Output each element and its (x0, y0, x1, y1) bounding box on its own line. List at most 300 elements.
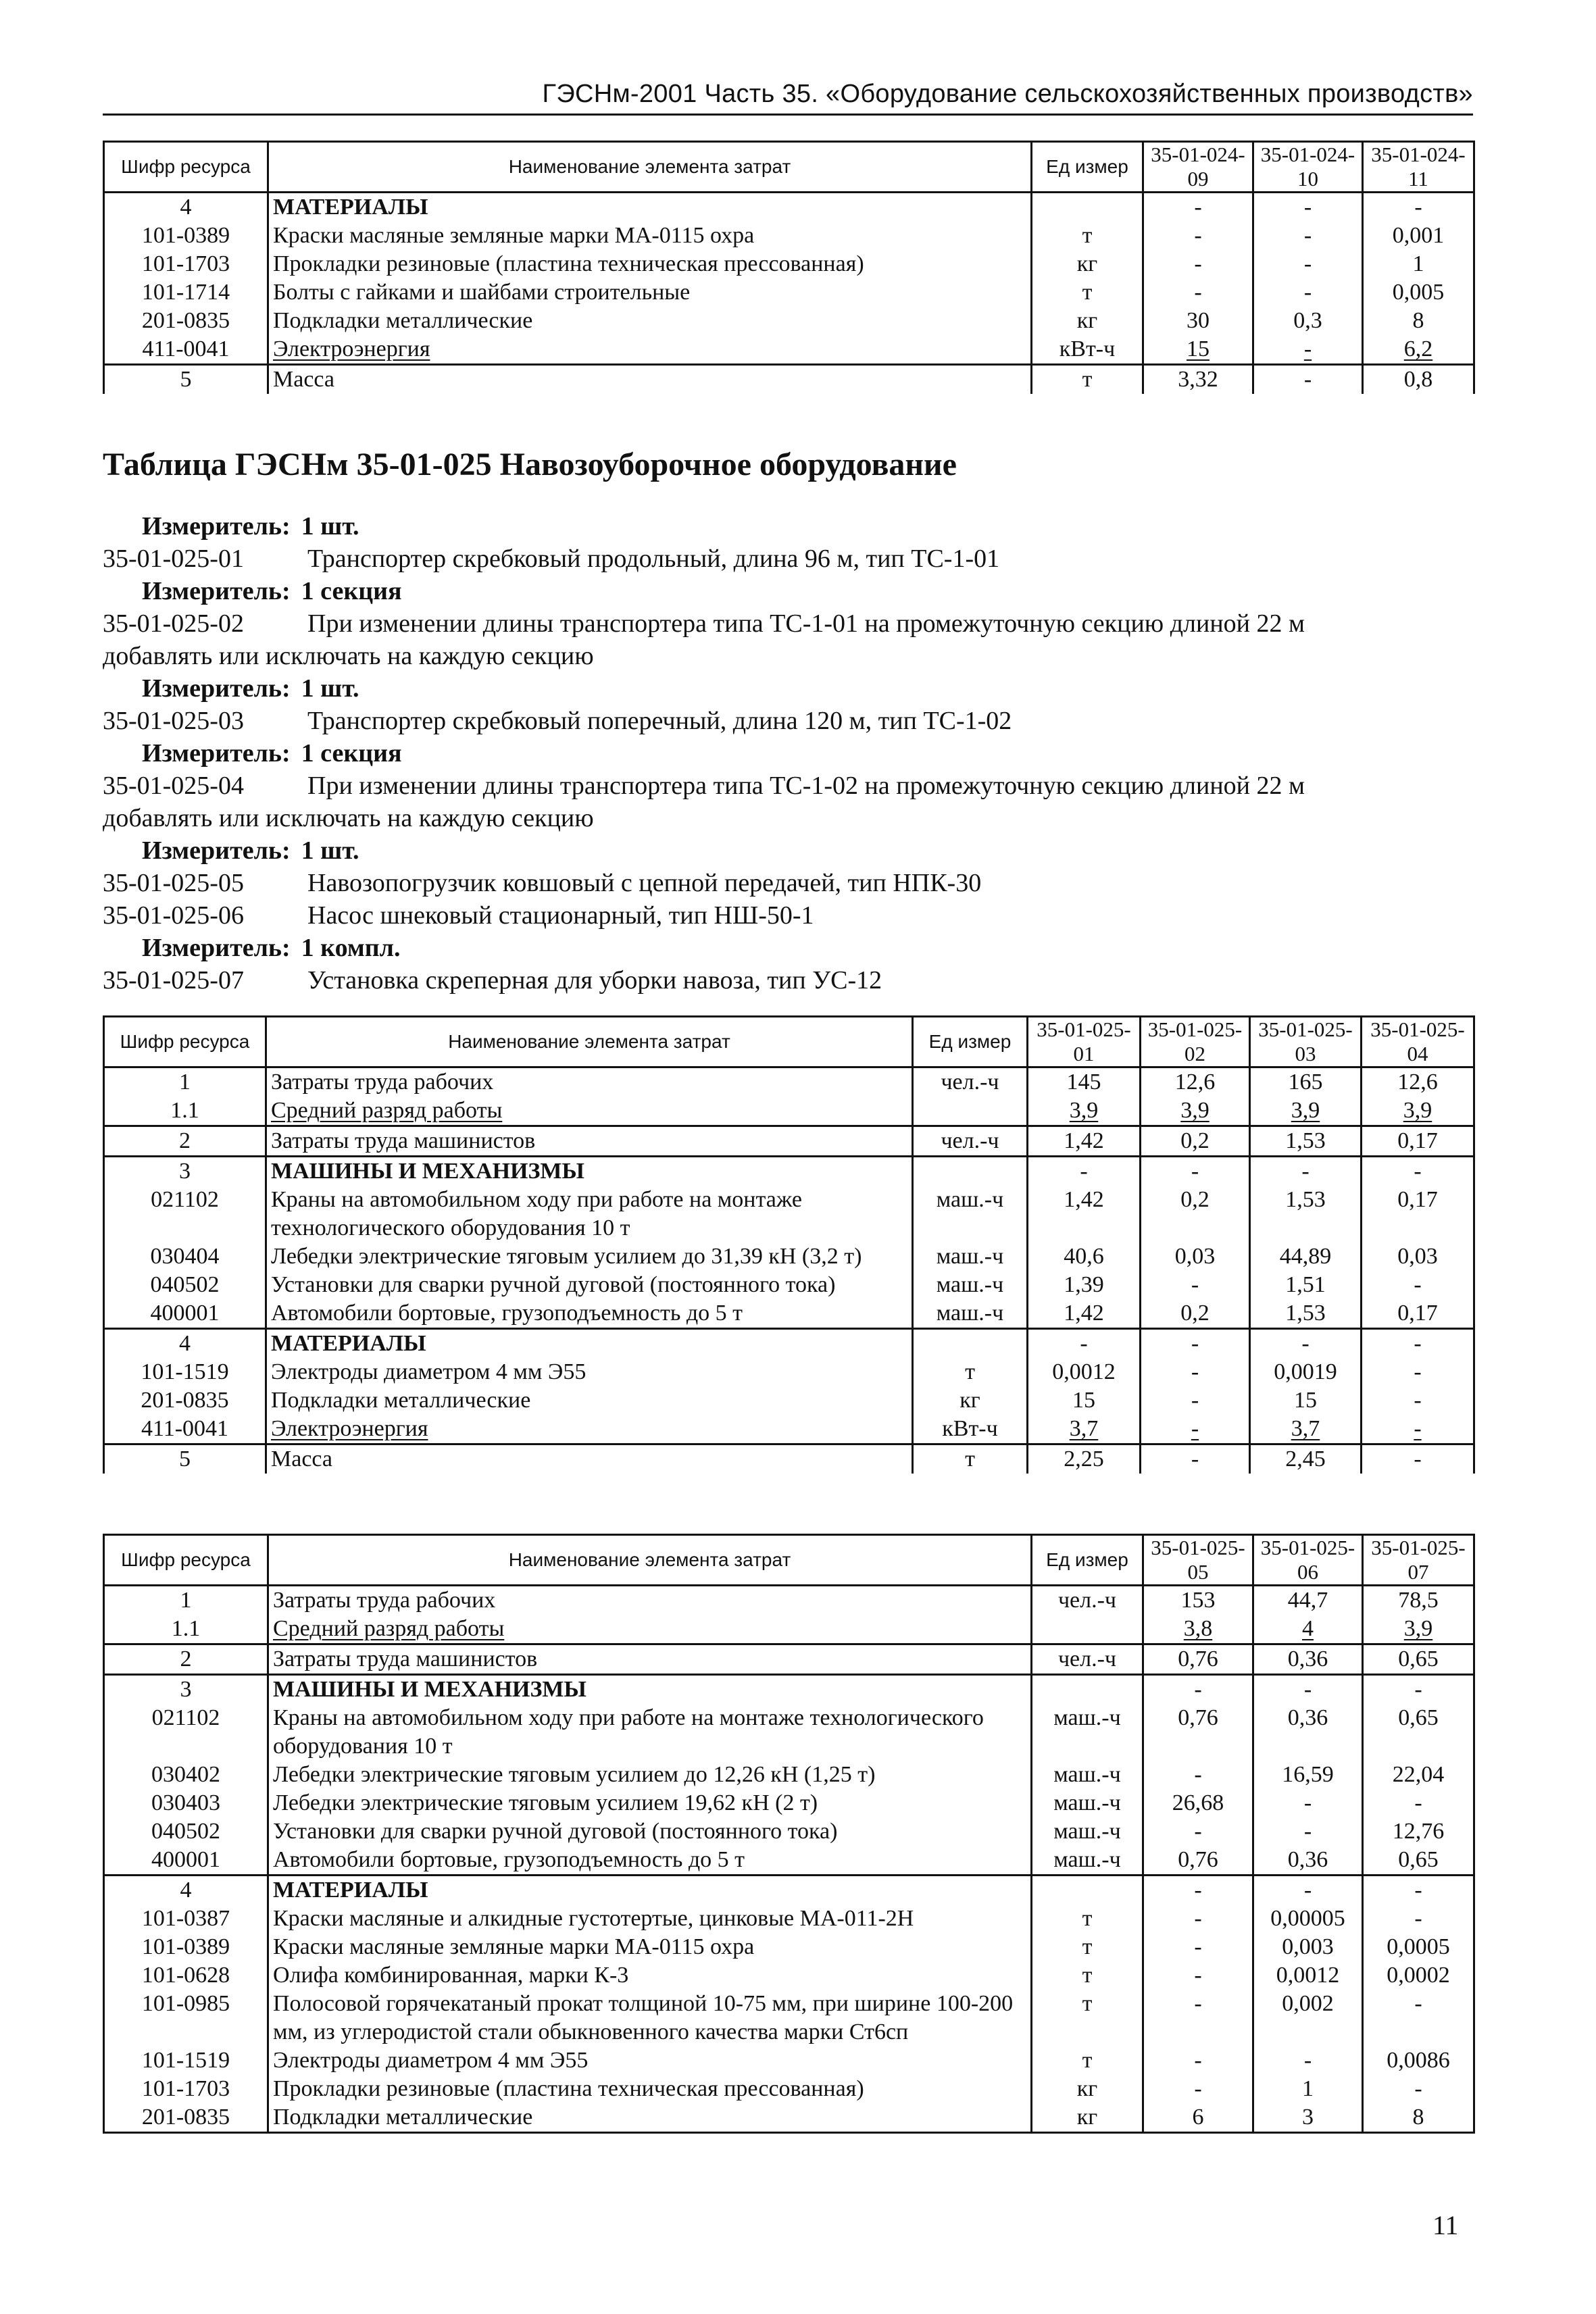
norm-value: - (1028, 1329, 1141, 1359)
table-row (104, 1675, 1474, 1705)
norm-value: - (1141, 1329, 1250, 1359)
norm-value: 0,0019 (1250, 1358, 1362, 1386)
cost-element-name: Электроэнергия (266, 1415, 913, 1444)
norm-value: - (1363, 1905, 1474, 1933)
table-row (104, 365, 1474, 395)
resource-table-025-05-07 (103, 1534, 1475, 2134)
norm-value: 6 (1143, 2103, 1253, 2133)
norm-value: - (1143, 2046, 1253, 2075)
norm-value: - (1143, 250, 1253, 278)
table-row (104, 1761, 1474, 1789)
norm-value: 0,003 (1253, 1933, 1363, 1961)
norm-value: - (1362, 1157, 1474, 1186)
norm-value: - (1141, 1157, 1250, 1186)
col-header-norm-code: 35-01-025-04 (1362, 1017, 1474, 1067)
norm-value: - (1143, 2075, 1253, 2103)
measurement-value: 1 компл. (301, 934, 401, 962)
col-header-norm-code: 35-01-024-11 (1363, 142, 1474, 193)
resource-code: 101-0389 (104, 222, 268, 250)
table-row (104, 1876, 1474, 1905)
measurement-label: Измеритель: (142, 674, 291, 703)
table-row (104, 1444, 1474, 1474)
unit: т (1032, 222, 1143, 250)
norm-value: 0,17 (1362, 1186, 1474, 1242)
col-header-code: Шифр ресурса (104, 1535, 268, 1586)
norm-value: 3,8 (1143, 1615, 1253, 1644)
norm-value: 145 (1028, 1067, 1141, 1097)
col-header-norm-code: 35-01-025-03 (1250, 1017, 1362, 1067)
unit (913, 1097, 1028, 1126)
norm-value: 40,6 (1028, 1242, 1141, 1271)
table-row (104, 1905, 1474, 1933)
norm-value: 0,03 (1362, 1242, 1474, 1271)
resource-code: 101-1519 (104, 1358, 266, 1386)
norm-item (103, 964, 1474, 997)
col-header-name: Наименование элемента затрат (266, 1017, 913, 1067)
norm-value: 1,53 (1250, 1186, 1362, 1242)
resource-code: 101-0387 (104, 1905, 268, 1933)
resource-code: 3 (104, 1157, 266, 1186)
unit (913, 1157, 1028, 1186)
cost-element-name: Краски масляные земляные марки МА-0115 охра (268, 222, 1032, 250)
norm-code: 35-01-025-06 (103, 901, 244, 930)
header-row (104, 1017, 1474, 1067)
unit: чел.-ч (1032, 1586, 1143, 1615)
norm-value: - (1253, 250, 1363, 278)
measurement-unit (103, 737, 1474, 770)
table-row (104, 1415, 1474, 1444)
cost-element-name: Подкладки металлические (268, 307, 1032, 335)
norm-value: 1,53 (1250, 1126, 1362, 1157)
measurement-unit (103, 575, 1474, 607)
unit: т (1032, 2046, 1143, 2075)
norm-value: - (1253, 365, 1363, 395)
unit: кг (1032, 250, 1143, 278)
table-row (104, 1789, 1474, 1817)
unit: маш.-ч (1032, 1846, 1143, 1876)
norm-value: 0,00005 (1253, 1905, 1363, 1933)
measurement-value: 1 секция (301, 739, 402, 768)
col-header-unit: Ед измер (1032, 1535, 1143, 1586)
norm-value: 3,9 (1028, 1097, 1141, 1126)
unit: т (1032, 1933, 1143, 1961)
norm-value: - (1362, 1386, 1474, 1415)
resource-code: 2 (104, 1126, 266, 1157)
norm-value: 0,65 (1363, 1846, 1474, 1876)
resource-code: 1.1 (104, 1615, 268, 1644)
norm-value: 15 (1143, 335, 1253, 365)
table-row (104, 1186, 1474, 1242)
norm-value: - (1253, 1675, 1363, 1705)
table-row (104, 335, 1474, 365)
norm-value: 0,8 (1363, 365, 1474, 395)
norm-value: 0,76 (1143, 1846, 1253, 1876)
cost-element-name: Краны на автомобильном ходу при работе на монтаже технологического оборудования 10 т (268, 1704, 1032, 1761)
cost-element-name: Электроды диаметром 4 мм Э55 (268, 2046, 1032, 2075)
cost-element-name: МАТЕРИАЛЫ (268, 193, 1032, 222)
norm-value: 0,2 (1141, 1126, 1250, 1157)
norm-value: - (1362, 1444, 1474, 1474)
col-header-norm-code: 35-01-025-07 (1363, 1535, 1474, 1586)
resource-code: 201-0835 (104, 1386, 266, 1415)
cost-element-name: МАТЕРИАЛЫ (268, 1876, 1032, 1905)
norm-value: 0,002 (1253, 1990, 1363, 2046)
norm-value: 0,0012 (1253, 1961, 1363, 1990)
resource-code: 400001 (104, 1846, 268, 1876)
norm-value: 3,32 (1143, 365, 1253, 395)
cost-element-name: МАШИНЫ И МЕХАНИЗМЫ (266, 1157, 913, 1186)
measurement-label: Измеритель: (142, 577, 291, 605)
unit: т (913, 1444, 1028, 1474)
cost-element-name: Электроэнергия (268, 335, 1032, 365)
norm-value: 3,9 (1141, 1097, 1250, 1126)
norm-value: 0,0012 (1028, 1358, 1141, 1386)
measurement-list (103, 510, 1474, 997)
norm-item (103, 543, 1474, 575)
norm-value: - (1363, 1675, 1474, 1705)
table-row (104, 222, 1474, 250)
resource-code: 411-0041 (104, 1415, 266, 1444)
norm-code: 35-01-025-01 (103, 545, 244, 573)
norm-value: 153 (1143, 1586, 1253, 1615)
resource-code: 101-1703 (104, 2075, 268, 2103)
cost-element-name: Электроды диаметром 4 мм Э55 (266, 1358, 913, 1386)
norm-value: - (1141, 1386, 1250, 1415)
norm-description: Навозопогрузчик ковшовый с цепной передачей, тип НПК-30 (307, 869, 982, 897)
norm-code: 35-01-025-07 (103, 966, 244, 995)
norm-value: 0,17 (1362, 1299, 1474, 1329)
norm-value: - (1253, 2046, 1363, 2075)
unit (1032, 1615, 1143, 1644)
unit: кВт-ч (913, 1415, 1028, 1444)
resource-code: 2 (104, 1644, 268, 1675)
norm-value: - (1363, 2075, 1474, 2103)
cost-element-name: Масса (266, 1444, 913, 1474)
norm-value: 1,42 (1028, 1186, 1141, 1242)
norm-value: 44,7 (1253, 1586, 1363, 1615)
norm-code: 35-01-025-03 (103, 707, 244, 735)
resource-code: 040502 (104, 1817, 268, 1846)
resource-code: 3 (104, 1675, 268, 1705)
norm-value: 3,7 (1250, 1415, 1362, 1444)
unit: маш.-ч (1032, 1704, 1143, 1761)
table-row (104, 1704, 1474, 1761)
resource-code: 5 (104, 365, 268, 395)
norm-value: 0,36 (1253, 1704, 1363, 1761)
norm-value: 30 (1143, 307, 1253, 335)
cost-element-name: Автомобили бортовые, грузоподъемность до 5 т (268, 1846, 1032, 1876)
measurement-label: Измеритель: (142, 836, 291, 865)
cost-element-name: Лебедки электрические тяговым усилием 19,62 кН (2 т) (268, 1789, 1032, 1817)
cost-element-name: Средний разряд работы (266, 1097, 913, 1126)
norm-value: - (1363, 1876, 1474, 1905)
norm-value: 8 (1363, 307, 1474, 335)
norm-value: 15 (1028, 1386, 1141, 1415)
measurement-label: Измеритель: (142, 512, 291, 540)
norm-value: 1 (1253, 2075, 1363, 2103)
table-row (104, 1961, 1474, 1990)
norm-value: - (1362, 1358, 1474, 1386)
norm-value: 4 (1253, 1615, 1363, 1644)
resource-code: 040502 (104, 1271, 266, 1299)
norm-value: 3,9 (1363, 1615, 1474, 1644)
norm-value: 0,36 (1253, 1644, 1363, 1675)
table-row (104, 1329, 1474, 1359)
norm-value: - (1363, 1789, 1474, 1817)
col-header-norm-code: 35-01-024-09 (1143, 142, 1253, 193)
resource-code: 201-0835 (104, 2103, 268, 2133)
cost-element-name: Лебедки электрические тяговым усилием до 31,39 кН (3,2 т) (266, 1242, 913, 1271)
table-row (104, 1126, 1474, 1157)
cost-element-name: Затраты труда машинистов (266, 1126, 913, 1157)
page-number: 11 (1432, 2210, 1459, 2240)
table-row (104, 1846, 1474, 1876)
cost-element-name: Затраты труда машинистов (268, 1644, 1032, 1675)
resource-table-024 (103, 141, 1475, 394)
norm-value: 0,36 (1253, 1846, 1363, 1876)
norm-value: - (1143, 1990, 1253, 2046)
norm-value: 3,9 (1250, 1097, 1362, 1126)
norm-value: 1,42 (1028, 1126, 1141, 1157)
norm-value: 6,2 (1363, 335, 1474, 365)
resource-code: 101-1703 (104, 250, 268, 278)
norm-value: - (1253, 1817, 1363, 1846)
header-row (104, 1535, 1474, 1586)
norm-value: - (1362, 1329, 1474, 1359)
norm-value: - (1253, 222, 1363, 250)
resource-code: 030404 (104, 1242, 266, 1271)
unit: маш.-ч (913, 1186, 1028, 1242)
table-row (104, 2103, 1474, 2133)
norm-item (103, 705, 1474, 737)
norm-item (103, 770, 1474, 802)
norm-value: - (1143, 278, 1253, 307)
cost-element-name: Полосовой горячекатаный прокат толщиной 10-75 мм, при ширине 100-200 мм, из углеродистой стали обыкновенного качества марки Ст6сп (268, 1990, 1032, 2046)
norm-value: - (1250, 1329, 1362, 1359)
norm-value: - (1143, 222, 1253, 250)
norm-value: 1,53 (1250, 1299, 1362, 1329)
table-row (104, 1242, 1474, 1271)
unit: маш.-ч (1032, 1789, 1143, 1817)
unit: т (1032, 1961, 1143, 1990)
unit (1032, 1876, 1143, 1905)
measurement-label: Измеритель: (142, 739, 291, 768)
resource-code: 1.1 (104, 1097, 266, 1126)
norm-value: 26,68 (1143, 1789, 1253, 1817)
norm-value: - (1143, 1876, 1253, 1905)
cost-element-name: Прокладки резиновые (пластина техническая прессованная) (268, 250, 1032, 278)
resource-code: 101-0628 (104, 1961, 268, 1990)
norm-value: 3,7 (1028, 1415, 1141, 1444)
table-row (104, 2046, 1474, 2075)
norm-description: Насос шнековый стационарный, тип НШ-50-1 (307, 901, 814, 930)
measurement-value: 1 шт. (301, 836, 359, 865)
unit: маш.-ч (913, 1242, 1028, 1271)
unit: кг (1032, 307, 1143, 335)
unit (1032, 193, 1143, 222)
unit: кг (1032, 2103, 1143, 2133)
table-row (104, 1067, 1474, 1097)
resource-code: 021102 (104, 1704, 268, 1761)
measurement-value: 1 шт. (301, 674, 359, 703)
section-title: Таблица ГЭСНм 35-01-025 Навозоуборочное оборудование (103, 447, 957, 482)
col-header-code: Шифр ресурса (104, 1017, 266, 1067)
norm-value: 0,2 (1141, 1186, 1250, 1242)
norm-value: 0,65 (1363, 1704, 1474, 1761)
unit: чел.-ч (1032, 1644, 1143, 1675)
norm-value: 12,6 (1141, 1067, 1250, 1097)
norm-value: - (1141, 1271, 1250, 1299)
cost-element-name: Установки для сварки ручной дуговой (постоянного тока) (268, 1817, 1032, 1846)
norm-value: 2,25 (1028, 1444, 1141, 1474)
unit: т (1032, 365, 1143, 395)
cost-element-name: Затраты труда рабочих (268, 1586, 1032, 1615)
unit: маш.-ч (1032, 1817, 1143, 1846)
resource-code: 4 (104, 193, 268, 222)
col-header-name: Наименование элемента затрат (268, 1535, 1032, 1586)
col-header-norm-code: 35-01-025-05 (1143, 1535, 1253, 1586)
table-row (104, 278, 1474, 307)
norm-value: 44,89 (1250, 1242, 1362, 1271)
measurement-value: 1 шт. (301, 512, 359, 540)
unit: т (1032, 278, 1143, 307)
resource-code: 101-0389 (104, 1933, 268, 1961)
norm-item (103, 607, 1474, 640)
norm-value: - (1363, 193, 1474, 222)
cost-element-name: Краски масляные и алкидные густотертые, цинковые МА-011-2Н (268, 1905, 1032, 1933)
cost-element-name: Подкладки металлические (268, 2103, 1032, 2133)
norm-value: 78,5 (1363, 1586, 1474, 1615)
norm-value: - (1253, 1789, 1363, 1817)
col-header-norm-code: 35-01-024-10 (1253, 142, 1363, 193)
col-header-norm-code: 35-01-025-01 (1028, 1017, 1141, 1067)
resource-code: 101-0985 (104, 1990, 268, 2046)
norm-value: - (1141, 1358, 1250, 1386)
resource-code: 1 (104, 1067, 266, 1097)
norm-value: - (1141, 1444, 1250, 1474)
resource-code: 400001 (104, 1299, 266, 1329)
cost-element-name: Краски масляные земляные марки МА-0115 охра (268, 1933, 1032, 1961)
table-row (104, 1097, 1474, 1126)
measurement-unit (103, 932, 1474, 964)
cost-element-name: Болты с гайками и шайбами строительные (268, 278, 1032, 307)
unit: маш.-ч (913, 1299, 1028, 1329)
norm-value: 12,76 (1363, 1817, 1474, 1846)
col-header-unit: Ед измер (1032, 142, 1143, 193)
norm-value: - (1362, 1415, 1474, 1444)
table-row (104, 1644, 1474, 1675)
norm-value: 0,0005 (1363, 1933, 1474, 1961)
cost-element-name: Подкладки металлические (266, 1386, 913, 1415)
cost-element-name: Краны на автомобильном ходу при работе на монтаже технологического оборудования 10 т (266, 1186, 913, 1242)
norm-value: 0,0002 (1363, 1961, 1474, 1990)
unit: т (1032, 1990, 1143, 2046)
measurement-label: Измеритель: (142, 934, 291, 962)
table-row (104, 1586, 1474, 1615)
norm-value: 0,65 (1363, 1644, 1474, 1675)
table-row (104, 307, 1474, 335)
col-header-name: Наименование элемента затрат (268, 142, 1032, 193)
norm-description: Установка скреперная для уборки навоза, тип УС-12 (307, 966, 882, 995)
norm-value: 2,45 (1250, 1444, 1362, 1474)
table-row (104, 1933, 1474, 1961)
norm-value: 1,39 (1028, 1271, 1141, 1299)
resource-code: 101-1519 (104, 2046, 268, 2075)
table-row (104, 250, 1474, 278)
unit (1032, 1675, 1143, 1705)
norm-value: - (1363, 1990, 1474, 2046)
cost-element-name: МАШИНЫ И МЕХАНИЗМЫ (268, 1675, 1032, 1705)
norm-value: 1,42 (1028, 1299, 1141, 1329)
norm-value: 1,51 (1250, 1271, 1362, 1299)
norm-description-continued: добавлять или исключать на каждую секцию (103, 804, 594, 832)
norm-value: 0,3 (1253, 307, 1363, 335)
norm-value: - (1143, 1933, 1253, 1961)
unit: т (913, 1358, 1028, 1386)
header-rule (103, 114, 1473, 116)
norm-value: 0,2 (1141, 1299, 1250, 1329)
table-row (104, 193, 1474, 222)
norm-description: При изменении длины транспортера типа ТС-1-01 на промежуточную секцию длиной 22 м (307, 609, 1305, 638)
col-header-norm-code: 35-01-025-06 (1253, 1535, 1363, 1586)
norm-value: 0,76 (1143, 1644, 1253, 1675)
resource-code: 4 (104, 1876, 268, 1905)
norm-item (103, 867, 1474, 899)
measurement-unit (103, 672, 1474, 705)
running-header: ГЭСНм-2001 Часть 35. «Оборудование сельскохозяйственных производств» (542, 80, 1473, 108)
table-row (104, 1386, 1474, 1415)
col-header-norm-code: 35-01-025-02 (1141, 1017, 1250, 1067)
resource-code: 101-1714 (104, 278, 268, 307)
norm-description: При изменении длины транспортера типа ТС-1-02 на промежуточную секцию длиной 22 м (307, 772, 1305, 800)
norm-value: 1 (1363, 250, 1474, 278)
measurement-unit (103, 510, 1474, 543)
norm-description: Транспортер скребковый продольный, длина 96 м, тип ТС-1-01 (307, 545, 1000, 573)
norm-value: - (1143, 193, 1253, 222)
norm-code: 35-01-025-02 (103, 609, 244, 638)
norm-value: 165 (1250, 1067, 1362, 1097)
norm-value: - (1250, 1157, 1362, 1186)
resource-table-025-01-04 (103, 1015, 1475, 1474)
unit: т (1032, 1905, 1143, 1933)
unit: чел.-ч (913, 1067, 1028, 1097)
norm-value: - (1143, 1905, 1253, 1933)
unit: маш.-ч (913, 1271, 1028, 1299)
norm-value: - (1362, 1271, 1474, 1299)
cost-element-name: МАТЕРИАЛЫ (266, 1329, 913, 1359)
unit (913, 1329, 1028, 1359)
cost-element-name: Затраты труда рабочих (266, 1067, 913, 1097)
norm-value: - (1253, 193, 1363, 222)
unit: маш.-ч (1032, 1761, 1143, 1789)
table-row (104, 1990, 1474, 2046)
norm-value: 8 (1363, 2103, 1474, 2133)
unit: кВт-ч (1032, 335, 1143, 365)
table-row (104, 1271, 1474, 1299)
norm-value: - (1143, 1675, 1253, 1705)
norm-value: 0,17 (1362, 1126, 1474, 1157)
cost-element-name: Лебедки электрические тяговым усилием до 12,26 кН (1,25 т) (268, 1761, 1032, 1789)
resource-code: 5 (104, 1444, 266, 1474)
cost-element-name: Олифа комбинированная, марки К-3 (268, 1961, 1032, 1990)
norm-code: 35-01-025-04 (103, 772, 244, 800)
measurement-value: 1 секция (301, 577, 402, 605)
norm-value: - (1143, 1961, 1253, 1990)
norm-value: 12,6 (1362, 1067, 1474, 1097)
header-row (104, 142, 1474, 193)
table-row (104, 1157, 1474, 1186)
norm-value: 0,005 (1363, 278, 1474, 307)
